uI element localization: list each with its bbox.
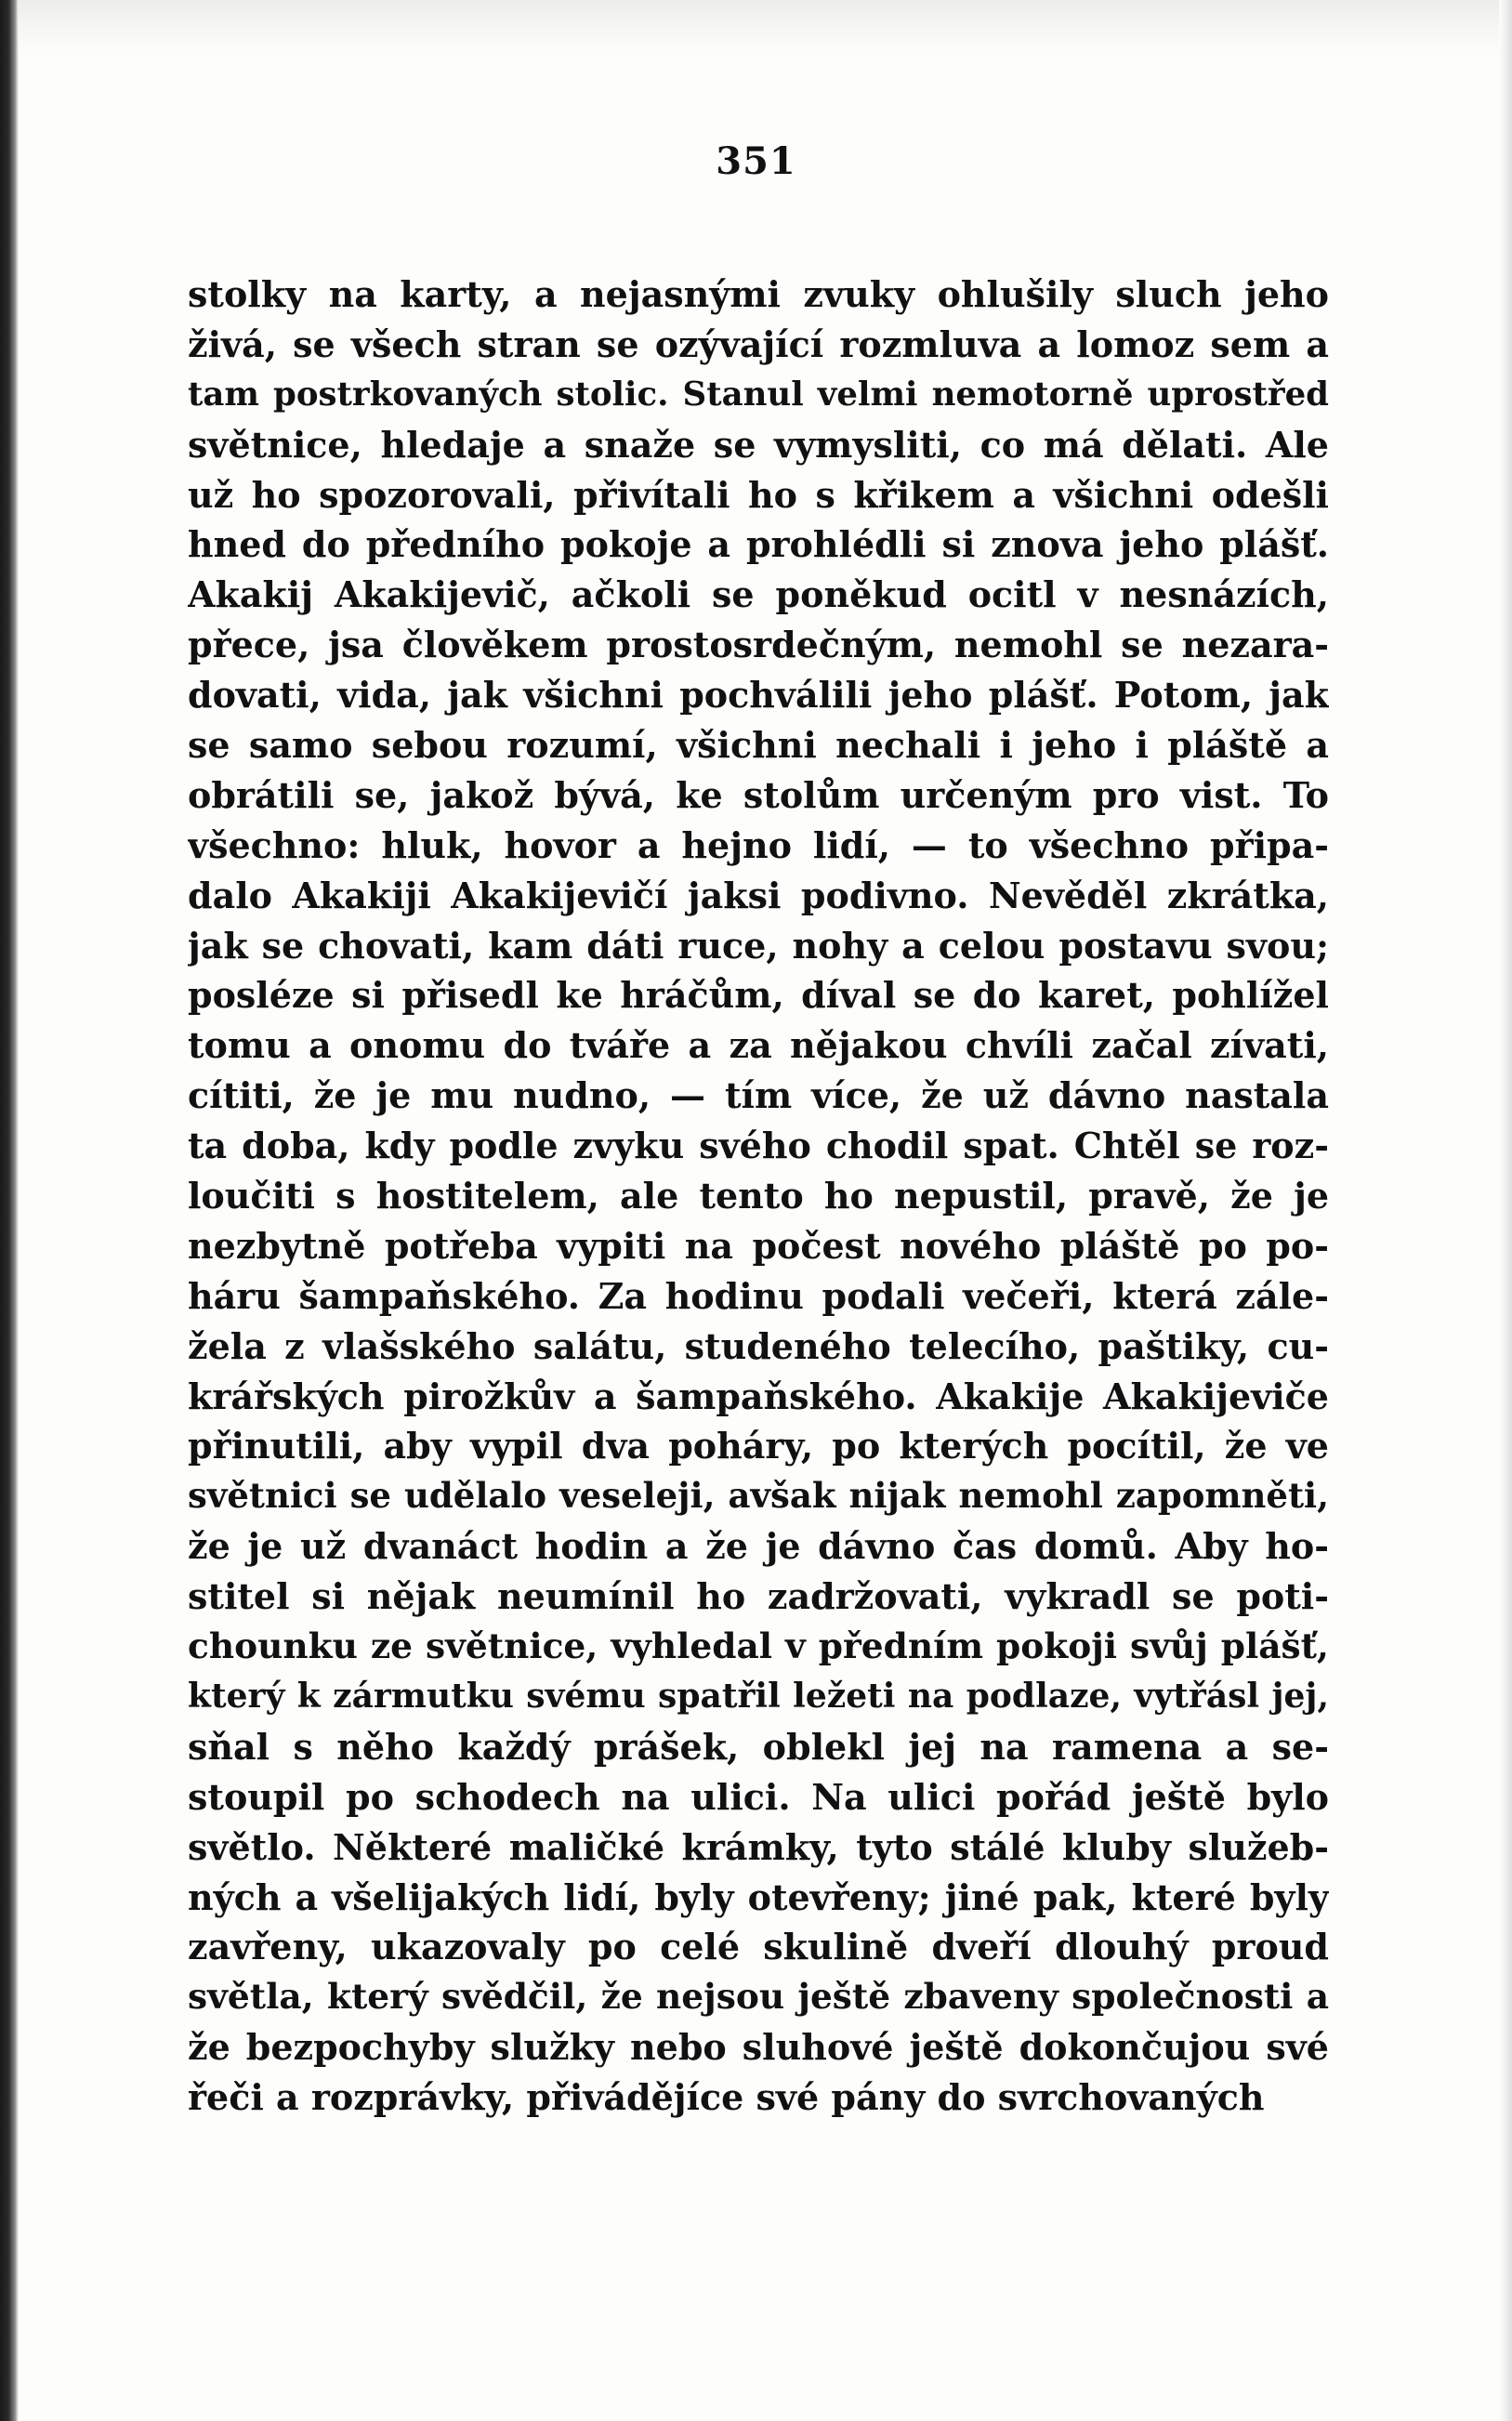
text-line: světla, který svědčil, že nejsou ještě zbaveny společnosti a bbox=[188, 1976, 1329, 2018]
scan-shadow-right bbox=[1499, 0, 1512, 2421]
text-line: světnice, hledaje a snaže se vymysliti, co má dělati. Ale bbox=[188, 423, 1329, 466]
text-line: krářských pirožkův a šampaňského. Akakije Akakijeviče bbox=[188, 1375, 1329, 1417]
text-line: jak se chovati, kam dáti ruce, nohy a celou postavu svou; bbox=[188, 924, 1329, 967]
text-line: háru šampaňského. Za hodinu podali večeři, která zále- bbox=[188, 1274, 1329, 1317]
text-line: světlo. Některé maličké krámky, tyto stálé kluby služeb- bbox=[188, 1825, 1329, 1868]
text-line: už ho spozorovali, přivítali ho s křikem a všichni odešli bbox=[188, 473, 1329, 516]
text-line: sňal s něho každý prášek, oblekl jej na ramena a se- bbox=[188, 1725, 1329, 1768]
text-line: přinutili, aby vypil dva poháry, po kterých pocítil, že ve bbox=[188, 1425, 1329, 1467]
text-line: dalo Akakiji Akakijevičí jaksi podivno. Nevěděl zkrátka, bbox=[188, 874, 1329, 916]
scan-shadow-top bbox=[0, 0, 1512, 56]
text-line: který k zármutku svému spatřil ležeti na podlaze, vytřásl jej, bbox=[188, 1676, 1329, 1716]
text-line: tomu a onomu do tváře a za nějakou chvíli začal zívati, bbox=[188, 1024, 1329, 1067]
text-line: stitel si nějak neumínil ho zadržovati, vykradl se poti- bbox=[188, 1575, 1329, 1618]
text-line: tam postrkovaných stolic. Stanul velmi nemotorně uprostřed bbox=[188, 375, 1329, 414]
text-line: posléze si přisedl ke hráčům, díval se do karet, pohlížel bbox=[188, 974, 1329, 1017]
text-line: ných a všelijakých lidí, byly otevřeny; jiné pak, které byly bbox=[188, 1875, 1329, 1918]
text-line: Akakij Akakijevič, ačkoli se poněkud ocitl v nesnázích, bbox=[188, 573, 1329, 616]
text-line: že bezpochyby služky nebo sluhové ještě dokončujou své bbox=[188, 2026, 1329, 2069]
text-line: žela z vlašského salátu, studeného telecího, paštiky, cu- bbox=[188, 1324, 1329, 1367]
text-line: hned do předního pokoje a prohlédli si znova jeho plášť. bbox=[188, 523, 1329, 566]
text-line: nezbytně potřeba vypiti na počest nového pláště po po- bbox=[188, 1224, 1329, 1267]
text-line: dovati, vida, jak všichni pochválili jeho plášť. Potom, jak bbox=[188, 674, 1329, 717]
body-text bbox=[188, 270, 1329, 2123]
text-line: přece, jsa člověkem prostosrdečným, nemohl se nezara- bbox=[188, 624, 1329, 666]
text-line: světnici se udělalo veseleji, avšak nijak nemohl zapomněti, bbox=[188, 1475, 1329, 1517]
text-line: cítiti, že je mu nudno, — tím více, že už dávno nastala bbox=[188, 1074, 1329, 1117]
text-line: zavřeny, ukazovaly po celé skulině dveří dlouhý proud bbox=[188, 1926, 1329, 1968]
text-line: chounku ze světnice, vyhledal v předním pokoji svůj plášť, bbox=[188, 1625, 1329, 1667]
text-line: že je už dvanáct hodin a že je dávno čas domů. Aby ho- bbox=[188, 1525, 1329, 1568]
text-line: se samo sebou rozumí, všichni nechali i jeho i pláště a bbox=[188, 724, 1329, 767]
text-line: obrátili se, jakož bývá, ke stolům určeným pro vist. To bbox=[188, 773, 1329, 816]
scan-binding-edge bbox=[0, 0, 19, 2421]
text-line: stoupil po schodech na ulici. Na ulici pořád ještě bylo bbox=[188, 1775, 1329, 1818]
text-line: loučiti s hostitelem, ale tento ho nepustil, pravě, že je bbox=[188, 1175, 1329, 1217]
text-line: všechno: hluk, hovor a hejno lidí, — to všechno připa- bbox=[188, 823, 1329, 866]
text-line: ta doba, kdy podle zvyku svého chodil spat. Chtěl se roz- bbox=[188, 1125, 1329, 1167]
text-line: řeči a rozprávky, přivádějíce své pány do svrchovaných bbox=[188, 2076, 1265, 2119]
text-line: stolky na karty, a nejasnými zvuky ohlušily sluch jeho bbox=[188, 273, 1329, 315]
text-line: živá, se všech stran se ozývající rozmluva a lomoz sem a bbox=[188, 322, 1329, 365]
page-number: 351 bbox=[716, 139, 796, 183]
